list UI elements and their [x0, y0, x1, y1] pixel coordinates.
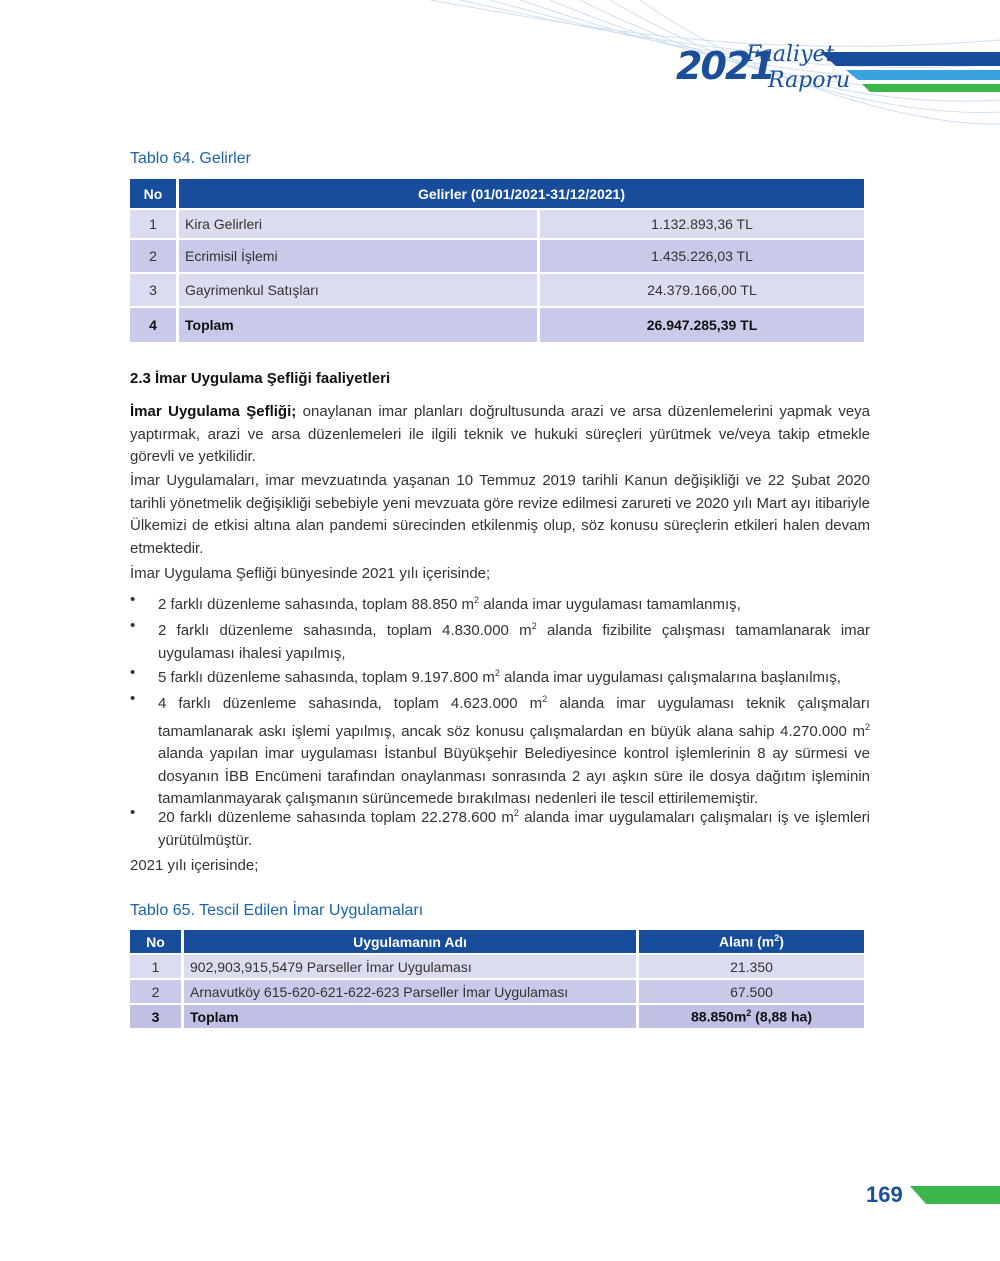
- bullet: •: [130, 664, 136, 681]
- row-name: Kira Gelirleri: [179, 210, 537, 238]
- table65-header-area: Alanı $(m^2)$: [639, 930, 864, 953]
- row-no: 1: [130, 955, 181, 978]
- logo-word-faaliyet: Faaliyet: [746, 42, 835, 67]
- row-no: 3: [130, 274, 176, 306]
- list-item: • 2 farklı düzenleme sahasında, toplam 4.830.000 $m^2$ alanda fizibilite çalışması tamamlanarak imar uygulaması ihalesi yapılmış,: [130, 617, 870, 662]
- table65-caption: Tablo 65. Tescil Edilen İmar Uygulamaları: [130, 902, 424, 919]
- logo-year: 2021: [676, 44, 774, 88]
- paragraph-3: İmar Uygulama Şefliği bünyesinde 2021 yılı içerisinde;: [130, 565, 491, 582]
- row-no: 2: [130, 240, 176, 272]
- page-number: 169: [866, 1182, 903, 1207]
- row-no: 3: [130, 1005, 181, 1028]
- row-name: Toplam: [179, 308, 537, 342]
- row-no: 4: [130, 308, 176, 342]
- row-value: 21.350: [639, 955, 864, 978]
- table-row-total: [130, 1005, 864, 1028]
- paragraph-1-text: onaylanan imar planları doğrultusunda arazi ve arsa düzenlemelerini yapmak veya yaptırmak, arazi ve arsa düzenlemeleri ile ilgili teknik ve hukuki süreçleri yürütmek ve/veya takip etmekle görevli ve yetkilidir.: [130, 403, 871, 465]
- list-item: • 20 farklı düzenleme sahasında toplam 22.278.600 $m^2$ alanda imar uygulamaları çalışmaları iş ve işlemleri yürütülmüştür.: [130, 804, 870, 849]
- row-name: 902,903,915,5479 Parseller İmar Uygulaması: [184, 955, 636, 978]
- table-row: [130, 955, 864, 978]
- paragraph-1: [130, 401, 870, 469]
- row-value: $88.850m^2$ (8,88 ha): [639, 1005, 864, 1028]
- row-no: 2: [130, 980, 181, 1003]
- table-row-total: [130, 308, 864, 342]
- row-value: 26.947.285,39 TL: [540, 308, 864, 342]
- bullet: •: [130, 804, 136, 821]
- section-heading: 2.3 İmar Uygulama Şefliği faaliyetleri: [130, 370, 391, 387]
- list-item: • 4 farklı düzenleme sahasında, toplam 4.623.000 $m^2$ alanda imar uygulaması teknik çalışmaları tamamlanarak askı işlemi yapılmış, ancak söz konusu çalışmalardan en büyük alana sahip 4.270.000 $m^2$ alanda yapılan imar uygulaması İstanbul Büyükşehir Belediyesince kontrol işlemlerinin 8 ay sürmesi ve dosyanın İBB Encümeni tarafından onaylanması sonrasında 2 ayı aşkın süre ile dosya dağıtım işleminin tamamlanmayarak çalışmanın sürüncemede bırakılması nedenleri ile tescil ettirilememiştir.: [130, 690, 870, 807]
- table-row: [130, 240, 864, 272]
- table-row: [130, 980, 864, 1003]
- table-row: [130, 210, 864, 238]
- paragraph-4: 2021 yılı içerisinde;: [130, 857, 259, 874]
- row-value: 67.500: [639, 980, 864, 1003]
- table65-header-no: No: [130, 930, 181, 953]
- row-name: Arnavutköy 615-620-621-622-623 Parseller İmar Uygulaması: [184, 980, 636, 1003]
- list-item: • 2 farklı düzenleme sahasında, toplam 88.850 $m^2$ alanda imar uygulaması tamamlanmış,: [130, 591, 741, 613]
- row-value: 1.132.893,36 TL: [540, 210, 864, 238]
- bullet: •: [130, 690, 136, 707]
- table65-header-name: Uygulamanın Adı: [184, 930, 636, 953]
- row-no: 1: [130, 210, 176, 238]
- list-item: • 5 farklı düzenleme sahasında, toplam 9.197.800 $m^2$ alanda imar uygulaması çalışmalarına başlanılmış,: [130, 664, 841, 686]
- paragraph-2: İmar Uygulamaları, imar mevzuatında yaşanan 10 Temmuz 2019 tarihli Kanun değişikliği ve 22 Şubat 2020 tarihli yönetmelik değişikliği sebebiyle yeni mevzuata göre revize edilmesi zarureti ve 2020 yılı Mart ayı itibariyle Ülkemizi de etkisi altına alan pandemi sürecinden etkilenmiş olup, söz konusu süreçlerin etkileri halen devam etmektedir.: [130, 472, 870, 557]
- logo-word-raporu: Raporu: [768, 68, 851, 93]
- row-name: Ecrimisil İşlemi: [179, 240, 537, 272]
- row-value: 24.379.166,00 TL: [540, 274, 864, 306]
- report-logo: [676, 42, 851, 102]
- row-name: Gayrimenkul Satışları: [179, 274, 537, 306]
- table-row: [130, 274, 864, 306]
- table-tescil: [127, 928, 867, 1030]
- bullet: •: [130, 617, 136, 634]
- table-gelirler: [127, 177, 867, 344]
- table64-header-title: Gelirler (01/01/2021-31/12/2021): [179, 179, 864, 208]
- table64-header-no: No: [130, 179, 176, 208]
- table64-caption: Tablo 64. Gelirler: [130, 150, 251, 167]
- footer-green-bar: [910, 1186, 1000, 1204]
- row-name: Toplam: [184, 1005, 636, 1028]
- bullet: •: [130, 591, 136, 608]
- paragraph-1-bold: İmar Uygulama Şefliği;: [130, 403, 297, 420]
- row-value: 1.435.226,03 TL: [540, 240, 864, 272]
